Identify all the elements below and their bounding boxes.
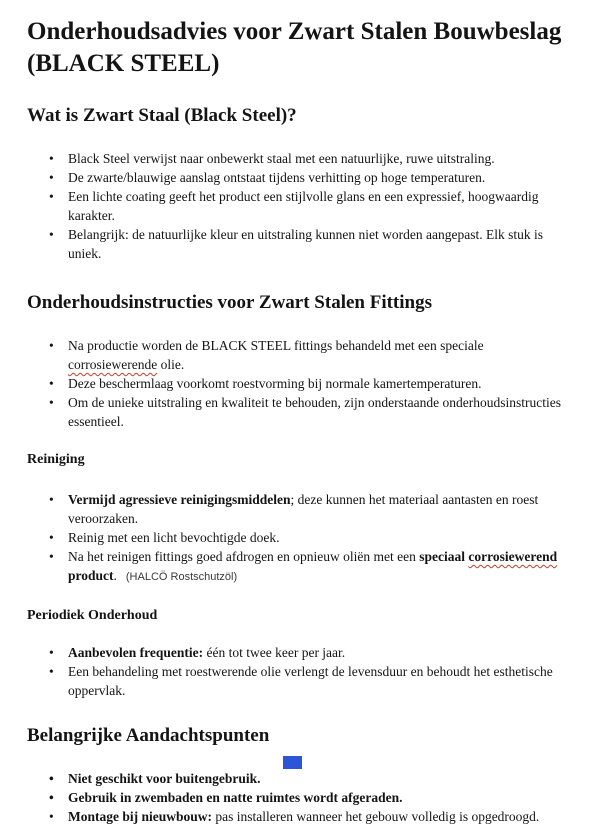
list-item <box>68 662 575 700</box>
list-item <box>68 149 575 168</box>
list-item-bold-text: Gebruik in zwembaden en natte ruimtes wordt afgeraden. <box>68 790 403 805</box>
list-item-text: . <box>113 568 117 583</box>
section-heading-what-is: Wat is Zwart Staal (Black Steel)? <box>27 105 297 126</box>
blue-marker <box>283 756 302 769</box>
list-item-bold-text: Aanbevolen frequentie: <box>68 645 204 660</box>
list-item-text: Black Steel verwijst naar onbewerkt staal met een natuurlijke, ruwe uitstraling. <box>68 151 495 166</box>
list-item <box>68 643 575 662</box>
list-item-text: Na productie worden de BLACK STEEL fittings behandeld met een speciale <box>68 338 484 353</box>
bullet-list-cleaning <box>27 490 575 587</box>
list-item <box>68 168 575 187</box>
list-item-bold-text: Niet geschikt voor buitengebruik. <box>68 771 261 786</box>
list-item <box>68 547 575 587</box>
list-item <box>68 187 575 225</box>
section-heading-instructions: Onderhoudsinstructies voor Zwart Stalen Fittings <box>27 292 433 313</box>
list-item-text: Een behandeling met roestwerende olie verlengt de levensduur en behoudt het esthetische oppervlak. <box>68 664 553 698</box>
list-item <box>68 528 575 547</box>
bullet-list-periodic <box>27 643 575 700</box>
misspelled-word: corrosiewerende <box>68 357 158 372</box>
list-item-bold-text: Vermijd agressieve reinigingsmiddelen <box>68 492 291 507</box>
list-item <box>68 225 575 263</box>
list-item <box>68 788 575 807</box>
list-item-text: Deze beschermlaag voorkomt roestvorming bij normale kamertemperaturen. <box>68 376 482 391</box>
list-item-bold-text: Montage bij nieuwbouw: <box>68 809 213 824</box>
list-item-text: De zwarte/blauwige aanslag ontstaat tijdens verhitting op hoge temperaturen. <box>68 170 486 185</box>
list-item <box>68 769 575 788</box>
list-item-text: Belangrijk: de natuurlijke kleur en uitstraling kunnen niet worden aangepast. Elk stuk is uniek. <box>68 227 544 261</box>
subsection-heading-periodic: Periodiek Onderhoud <box>27 608 158 623</box>
misspelled-word: corrosiewerend <box>468 549 558 564</box>
list-item <box>68 490 575 528</box>
list-item <box>68 374 575 393</box>
list-item-text: pas installeren wanneer het gebouw volledig is opgedroogd. <box>212 809 540 824</box>
list-item-text: Reinig met een licht bevochtigde doek. <box>68 530 280 545</box>
list-item-bold-text: speciaal <box>419 549 469 564</box>
document-title: Onderhoudsadvies voor Zwart Stalen Bouwbeslag (BLACK STEEL) <box>27 18 562 77</box>
list-item-text: Een lichte coating geeft het product een stijlvolle glans en een expressief, hoogwaardig karakter. <box>68 189 539 223</box>
list-item-text: Na het reinigen fittings goed afdrogen en opnieuw oliën met een <box>68 549 420 564</box>
subsection-heading-cleaning: Reiniging <box>27 452 85 467</box>
product-note: (HALCÖ Rostschutzöl) <box>125 571 238 583</box>
list-item <box>68 336 575 374</box>
list-item-text: Om de unieke uitstraling en kwaliteit te behouden, zijn onderstaande onderhoudsinstructies essentieel. <box>68 395 561 429</box>
section-heading-attention: Belangrijke Aandachtspunten <box>27 725 270 746</box>
list-item-text: één tot twee keer per jaar. <box>203 645 346 660</box>
bullet-list-attention <box>27 769 575 826</box>
list-item-text: ; deze kunnen het materiaal aantasten en roest veroorzaken. <box>68 492 539 526</box>
list-item-bold-text: product <box>68 568 114 583</box>
bullet-list-what-is <box>27 149 575 263</box>
list-item-text: olie. <box>157 357 185 372</box>
list-item <box>68 393 575 431</box>
bullet-list-instructions <box>27 336 575 431</box>
list-item <box>68 807 575 826</box>
